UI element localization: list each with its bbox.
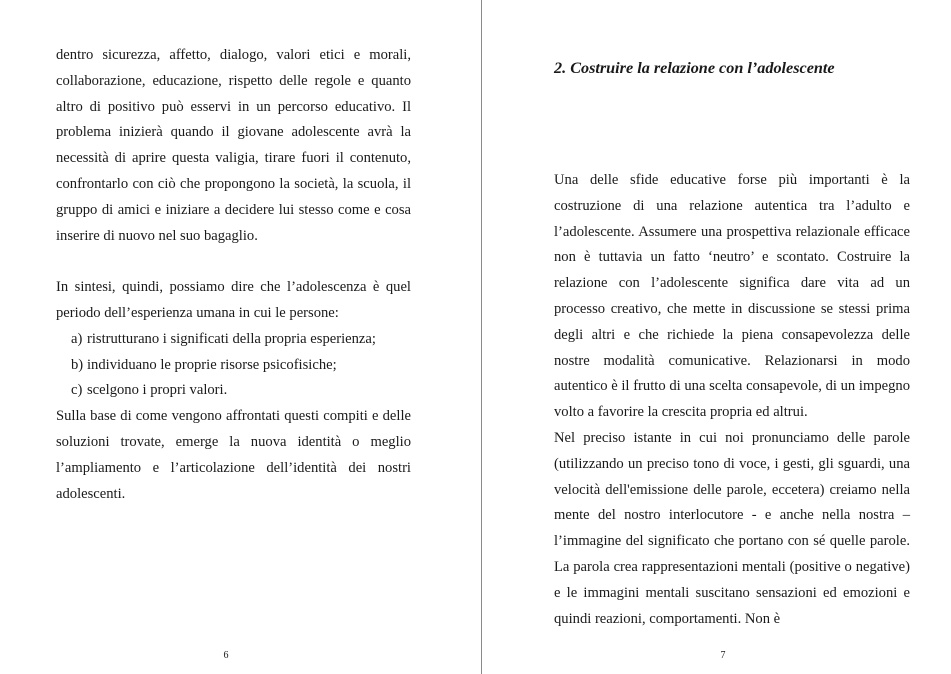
right-paragraph-2: Nel preciso istante in cui noi pronunciamo delle parole (utilizzando un preciso tono di voce, i gesti, gli sguardi, una velocità dell'emissione delle parole, eccetera) creiamo nella mente del nostro interlocutore - e anche nella nostra – l’immagine del significato che portano con sé quelle parole. La parola crea rappresentazioni mentali (positive o negative) e le immagini mentali suscitano sensazioni ed emozioni e quindi reazioni, comportamenti. Non è xyxy=(554,429,910,627)
paragraph-spacer xyxy=(56,249,411,275)
right-paragraph-1: Una delle sfide educative forse più importanti è la costruzione di una relazione autentica tra l’adulto e l’adolescente. Assumere una prospettiva relazionale efficace non è tuttavia un fatto ‘neutro’ e scontato. Costruire la relazione con l’adolescente significa dare vita ad un processo creativo, che mette in discussione se stessi prima degli altri e che richiede la piena consapevolezza delle nostre modalità comunicative. Relazionarsi in modo autentico è il frutto di una scelta consapevole, di un impegno volto a favorire la crescita propria ed altrui. xyxy=(554,172,910,421)
left-paragraph-2: In sintesi, quindi, possiamo dire che l’adolescenza è quel periodo dell’esperienza umana in cui le persone: xyxy=(56,279,411,321)
list-item-text: individuano le proprie risorse psicofisiche; xyxy=(87,356,337,373)
list-item-text: scelgono i propri valori. xyxy=(87,382,228,399)
list-item xyxy=(56,378,411,404)
left-page-body xyxy=(56,43,411,507)
right-page-body xyxy=(554,168,910,632)
adolescence-list xyxy=(56,327,411,404)
list-item xyxy=(56,327,411,353)
list-item xyxy=(56,353,411,379)
list-item-marker: c) xyxy=(71,382,83,399)
page-number-right: 7 xyxy=(720,650,726,661)
page-number-left: 6 xyxy=(223,650,229,661)
list-item-marker: b) xyxy=(71,356,84,373)
right-page xyxy=(482,0,951,674)
section-title: 2. Costruire la relazione con l’adolescente xyxy=(554,59,835,77)
left-paragraph-3: Sulla base di come vengono affrontati questi compiti e delle soluzioni trovate, emerge la nuova identità o meglio l’ampliamento e l’articolazione dell’identità dei nostri adolescenti. xyxy=(56,408,411,502)
list-item-text: ristrutturano i significati della propria esperienza; xyxy=(87,330,376,347)
left-paragraph-1: dentro sicurezza, affetto, dialogo, valori etici e morali, collaborazione, educazione, rispetto delle regole e quanto altro di positivo può esservi in un percorso educativo. Il problema inizierà quando il giovane adolescente avrà la necessità di aprire questa valigia, tirare fuori il contenuto, confrontarlo con ciò che propongono la società, la scuola, il gruppo di amici e iniziare a decidere lui stesso come e cosa inserire di nuovo nel suo bagaglio. xyxy=(56,47,411,244)
list-item-marker: a) xyxy=(71,330,83,347)
